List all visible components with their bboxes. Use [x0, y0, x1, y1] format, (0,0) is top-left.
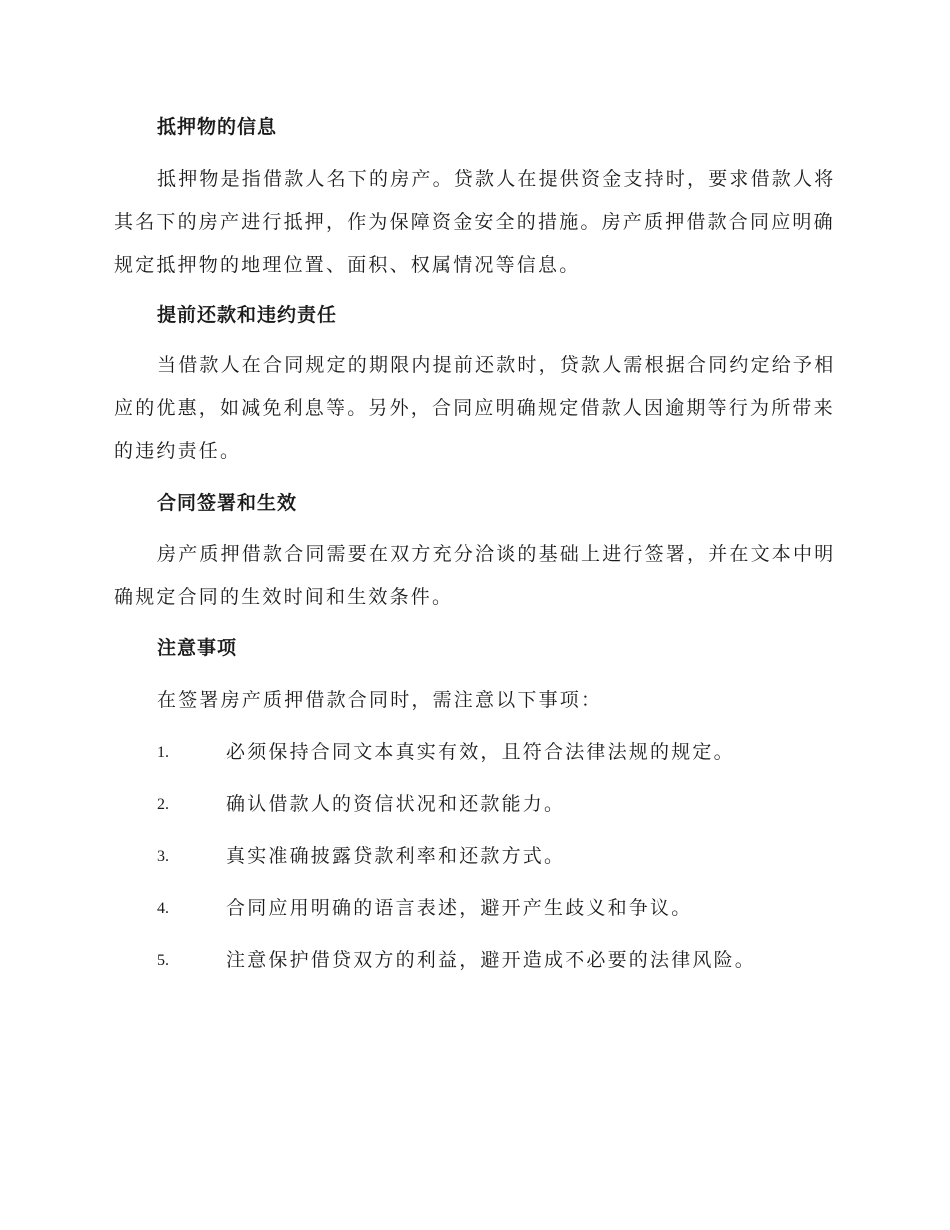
list-item-text: 必须保持合同文本真实有效，且符合法律法规的规定。: [226, 741, 735, 763]
section-heading-notes: 注意事项: [157, 637, 238, 659]
section-body-collateral: 抵押物是指借款人名下的房产。贷款人在提供资金支持时，要求借款人将其名下的房产进行抵押，作为保障资金安全的措施。房产质押借款合同应明确规定抵押物的地理位置、面积、权属情况等信息。: [114, 168, 836, 276]
list-item-number: 1.: [157, 744, 169, 761]
list-item-text: 真实准确披露贷款利率和还款方式。: [226, 845, 566, 867]
section-body-signing: 房产质押借款合同需要在双方充分洽谈的基础上进行签署，并在文本中明确规定合同的生效时间和生效条件。: [114, 543, 836, 608]
list-item-number: 4.: [157, 900, 169, 917]
list-item-text: 注意保护借贷双方的利益，避开造成不必要的法律风险。: [226, 949, 757, 971]
notes-intro: 在签署房产质押借款合同时，需注意以下事项：: [157, 689, 603, 711]
section-heading-prepayment: 提前还款和违约责任: [157, 304, 338, 326]
section-body-prepayment: 当借款人在合同规定的期限内提前还款时，贷款人需根据合同约定给予相应的优惠，如减免利息等。另外，合同应明确规定借款人因逾期等行为所带来的违约责任。: [114, 354, 836, 462]
list-item-number: 3.: [157, 848, 169, 865]
section-heading-signing: 合同签署和生效: [157, 492, 298, 514]
list-item-text: 确认借款人的资信状况和还款能力。: [226, 793, 566, 815]
section-heading-collateral: 抵押物的信息: [157, 116, 278, 138]
list-item-text: 合同应用明确的语言表述，避开产生歧义和争议。: [226, 897, 693, 919]
list-item-number: 5.: [157, 952, 169, 969]
list-item-number: 2.: [157, 796, 169, 813]
